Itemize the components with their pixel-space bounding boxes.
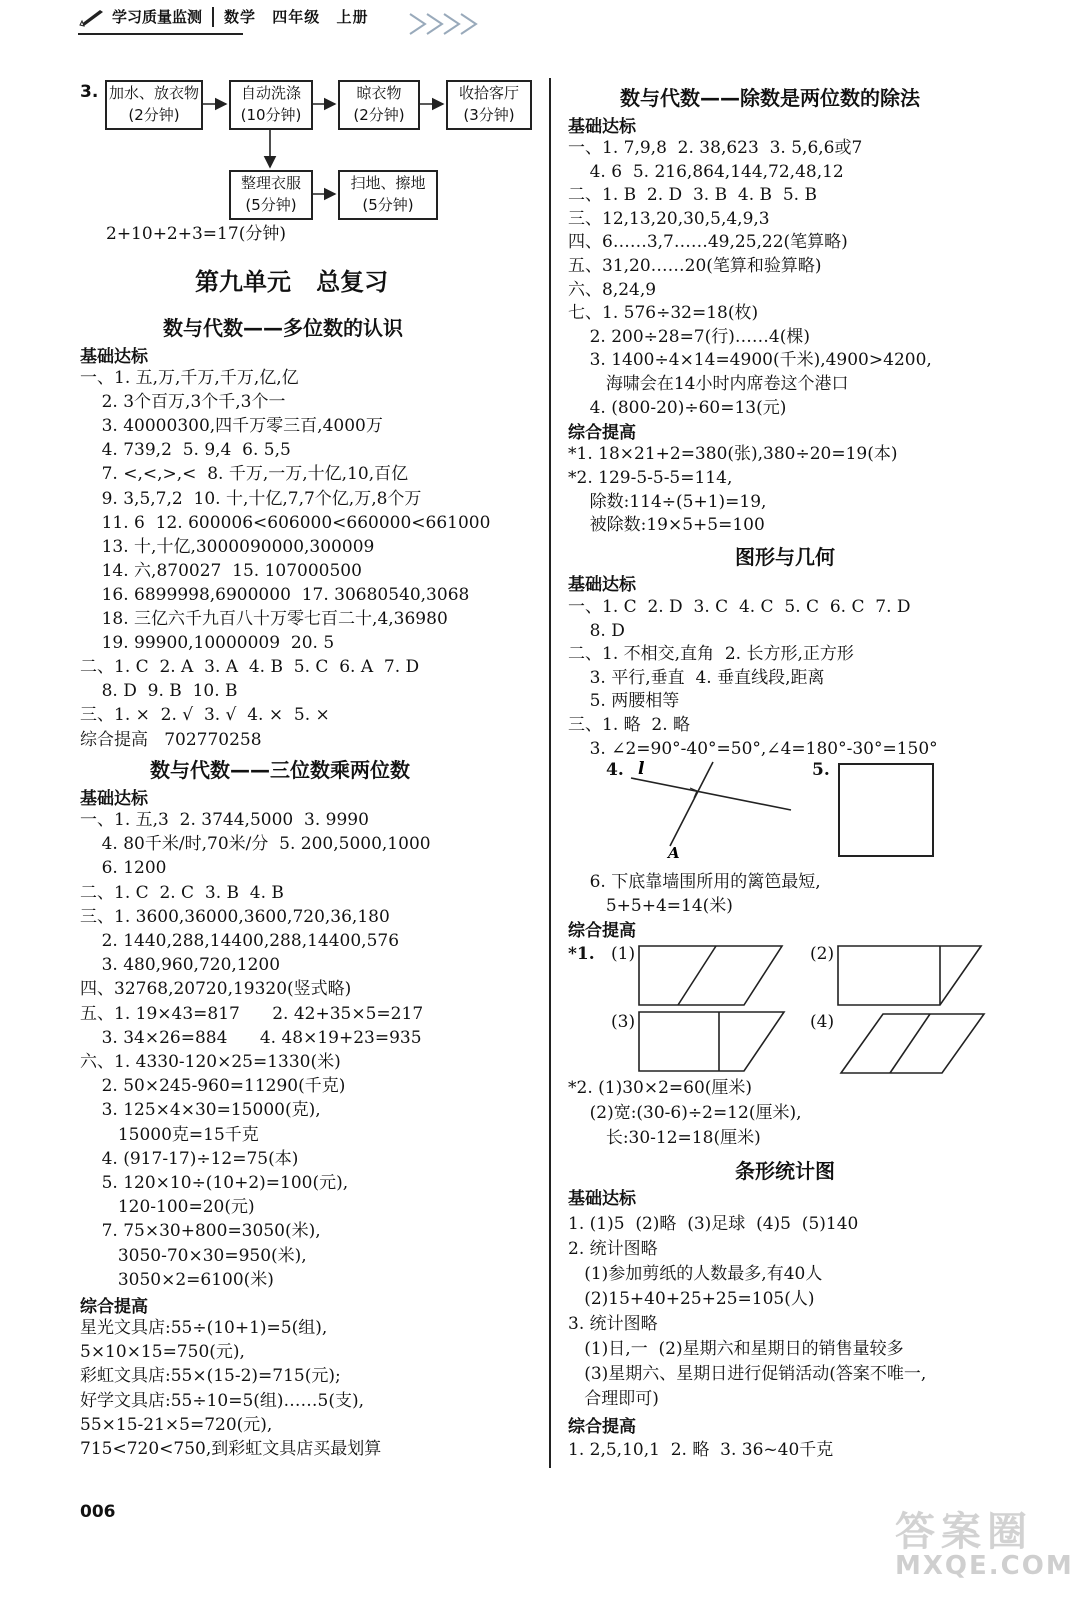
section-title-bar-chart: 条形统计图 [735, 1159, 835, 1183]
flow-box-4-label: 收拾客厅 [458, 84, 519, 102]
answer-line: 3. 125×4×30=15000(克), [80, 1100, 321, 1121]
answer-line: 4. (917-17)÷12=75(本) [80, 1148, 299, 1169]
answer-line: 五、1. 19×43=817 2. 42+35×5=217 [80, 1003, 424, 1024]
answer-line: *2. 129-5-5-5=114, [568, 467, 733, 488]
answer-line: (3)星期六、星期日进行促销活动(答案不唯一, [568, 1364, 927, 1384]
answer-line: 合理即可) [568, 1389, 659, 1409]
section-title-multiplication: 数与代数——三位数乘两位数 [150, 758, 410, 782]
split-figure-4 [838, 1012, 988, 1076]
answer-line: 七、1. 576÷32=18(枚) [568, 303, 759, 324]
answer-line: 4. 6 5. 216,864,144,72,48,12 [568, 161, 844, 182]
advanced-label-4: 综合提高 [568, 921, 636, 941]
answer-line: 5. 120×10÷(10+2)=100(元), [80, 1173, 349, 1193]
answer-line: 2. 1440,288,14400,288,14400,576 [80, 931, 400, 951]
q4-number: 4. [606, 760, 624, 780]
answer-line: 13. 十,十亿,3000090000,300009 [80, 536, 375, 557]
answer-line: (1)参加剪纸的人数最多,有40人 [568, 1264, 823, 1284]
answer-line: 8. D 9. B 10. B [80, 681, 238, 702]
advanced-label-3: 综合提高 [568, 423, 636, 443]
brand-title: 学习质量监测 [112, 8, 203, 26]
unit-title: 第九单元 总复习 [195, 268, 389, 296]
answer-line: 9. 3,5,7,2 10. 十,十亿,7,7个亿,万,8个万 [80, 488, 422, 509]
answer-line: 8. D [568, 620, 625, 641]
answer-line: 一、1. C 2. D 3. C 4. C 5. C 6. C 7. D [568, 597, 911, 617]
answer-line: 6. 下底靠墙围所用的篱笆最短, [568, 872, 821, 892]
answer-line: 4. 80千米/时,70米/分 5. 200,5000,1000 [80, 834, 431, 855]
flow-equation: 2+10+2+3=17(分钟) [106, 224, 286, 244]
split-figure-3 [636, 1010, 788, 1074]
answer-line: 120-100=20(元) [80, 1197, 255, 1218]
flow-box-5-label: 整理衣服 [240, 174, 301, 192]
answer-line: 星光文具店:55÷(10+1)=5(组), [80, 1318, 328, 1338]
answer-line: 二、1. C 2. A 3. A 4. B 5. C 6. A 7. D [80, 657, 420, 678]
answer-line: 3. 1400÷4×14=4900(千米),4900>4200, [568, 350, 932, 371]
answer-line: 3050-70×30=950(米), [80, 1245, 307, 1266]
basic-label-4: 基础达标 [568, 575, 636, 595]
answer-line: 2. 统计图略 [568, 1239, 658, 1259]
answer-line: 四、32768,20720,19320(竖式略) [80, 979, 352, 1000]
split-figure-2 [836, 944, 986, 1008]
flow-arrows [0, 0, 560, 240]
section-title-geometry: 图形与几何 [735, 545, 835, 569]
answer-line: (2)15+40+25+25=105(人) [568, 1289, 815, 1309]
perpendicular-figure [628, 756, 803, 866]
answer-line: 5. 两腰相等 [568, 691, 680, 712]
answer-line: 715<720<750,到彩虹文具店买最划算 [80, 1439, 382, 1459]
flow-box-4-time: (3分钟) [463, 106, 515, 124]
flow-box-6-label: 扫地、擦地 [350, 174, 426, 192]
q5-number: 5. [812, 760, 830, 780]
answer-line: 三、1. × 2. √ 3. √ 4. × 5. × [80, 705, 330, 726]
point-a-label: A [668, 844, 680, 862]
column-divider [549, 78, 551, 1468]
flow-box-3-time: (2分钟) [353, 106, 405, 124]
flow-box-3-label: 晾衣物 [356, 84, 402, 102]
answer-line: 长:30-12=18(厘米) [568, 1128, 761, 1148]
basic-label-3: 基础达标 [568, 117, 636, 137]
flow-number: 3. [80, 82, 99, 102]
fig-label-4: (4) [810, 1012, 835, 1032]
answer-line: 二、1. B 2. D 3. B 4. B 5. B [568, 185, 817, 206]
answer-line: 3050×2=6100(米) [80, 1269, 274, 1290]
watermark-url: MXQE.COM [895, 1551, 1074, 1581]
answer-line: (1)日,一 (2)星期六和星期日的销售量较多 [568, 1339, 904, 1359]
answer-line: 6. 1200 [80, 858, 167, 879]
answer-line: 海啸会在14小时内席卷这个港口 [568, 374, 849, 394]
square-figure [838, 763, 934, 857]
watermark-text: 答案圈 [895, 1509, 1033, 1555]
answer-line: 除数:114÷(5+1)=19, [568, 491, 767, 512]
section-title-multidigit: 数与代数——多位数的认识 [163, 316, 403, 340]
answer-line: 7. 75×30+800=3050(米), [80, 1221, 321, 1242]
subject-line: 数学 四年级 上册 [224, 8, 369, 26]
answer-line: *2. (1)30×2=60(厘米) [568, 1078, 753, 1098]
flow-box-2-time: (10分钟) [240, 106, 302, 124]
flow-box-6-time: (5分钟) [362, 196, 414, 214]
flow-box-1-label: 加水、放衣物 [108, 84, 199, 102]
page-number: 006 [80, 1502, 116, 1522]
answer-line: 3. 34×26=884 4. 48×19+23=935 [80, 1027, 422, 1048]
perpendicular-line [670, 762, 713, 846]
basic-label-5: 基础达标 [568, 1189, 636, 1209]
basic-label-2: 基础达标 [80, 789, 148, 809]
fig-label-1: (1) [611, 944, 636, 964]
answer-line: 15000克=15千克 [80, 1124, 259, 1145]
answer-line: 一、1. 五,3 2. 3744,5000 3. 9990 [80, 810, 369, 830]
answer-line: 4. (800-20)÷60=13(元) [568, 397, 787, 418]
fig-label-3: (3) [611, 1012, 636, 1032]
answer-line: 1. 2,5,10,1 2. 略 3. 36~40千克 [568, 1440, 834, 1460]
answer-line: 三、1. 3600,36000,3600,720,36,180 [80, 906, 390, 927]
answer-line: 六、1. 4330-120×25=1330(米) [80, 1052, 341, 1072]
answer-line: 11. 6 12. 600006<606000<660000<661000 [80, 512, 491, 533]
split-figure-1 [636, 944, 786, 1008]
answer-line: 5+5+4=14(米) [568, 895, 733, 916]
answer-line: 一、1. 7,9,8 2. 38,623 3. 5,6,6或7 [568, 138, 863, 158]
section-title-division: 数与代数——除数是两位数的除法 [620, 86, 920, 110]
answer-line: 综合提高 702770258 [80, 729, 262, 750]
answer-line: 3. ∠2=90°-40°=50°,∠4=180°-30°=150° [568, 738, 938, 759]
answer-line: 2. 50×245-960=11290(千克) [80, 1076, 346, 1097]
adv-q1-number: *1. [568, 944, 595, 964]
answer-line: 5×10×15=750(元), [80, 1342, 245, 1363]
fig-label-2: (2) [810, 944, 835, 964]
answer-line: 被除数:19×5+5=100 [568, 515, 765, 536]
answer-line: 五、31,20……20(笔算和验算略) [568, 256, 822, 276]
answer-line: 六、8,24,9 [568, 279, 657, 300]
answer-line: (2)宽:(30-6)÷2=12(厘米), [568, 1103, 802, 1123]
answer-line: 三、1. 略 2. 略 [568, 715, 691, 735]
answer-line: 4. 739,2 5. 9,4 6. 5,5 [80, 440, 291, 461]
basic-label-1: 基础达标 [80, 347, 148, 367]
answer-line: 彩虹文具店:55×(15-2)=715(元); [80, 1366, 341, 1387]
answer-line: 好学文具店:55÷10=5(组)……5(支), [80, 1390, 365, 1411]
answer-line: 3. 统计图略 [568, 1314, 658, 1334]
flow-box-1-time: (2分钟) [128, 106, 180, 124]
answer-line: 二、1. 不相交,直角 2. 长方形,正方形 [568, 644, 854, 665]
answer-line: 2. 3个百万,3个千,3个一 [80, 392, 286, 413]
answer-line: 3. 480,960,720,1200 [80, 955, 281, 976]
answer-line: 19. 99900,10000009 20. 5 [80, 633, 335, 654]
answer-line: 四、6……3,7……49,25,22(笔算略) [568, 232, 848, 253]
advanced-label-2: 综合提高 [80, 1297, 148, 1317]
flow-box-2-label: 自动洗涤 [240, 84, 301, 102]
answer-line: 55×15-21×5=720(元), [80, 1414, 273, 1435]
line-l-label: l [638, 759, 645, 779]
answer-line: 3. 平行,垂直 4. 垂直线段,距离 [568, 667, 825, 688]
answer-line: 三、12,13,20,30,5,4,9,3 [568, 208, 770, 229]
line-l [631, 778, 791, 810]
watermark [895, 1500, 1074, 1581]
answer-line: *1. 18×21+2=380(张),380÷20=19(本) [568, 444, 898, 464]
answer-line: 18. 三亿六千九百八十万零七百二十,4,36980 [80, 609, 448, 629]
flow-box-5-time: (5分钟) [245, 196, 297, 214]
answer-line: 二、1. C 2. C 3. B 4. B [80, 882, 284, 903]
answer-line: 16. 6899998,6900000 17. 30680540,3068 [80, 584, 470, 605]
answer-line: 一、1. 五,万,千万,千万,亿,亿 [80, 368, 299, 388]
advanced-label-5: 综合提高 [568, 1417, 636, 1437]
answer-line: 7. <,<,>,< 8. 千万,一万,十亿,10,百亿 [80, 464, 409, 485]
answer-line: 3. 40000300,四千万零三百,4000万 [80, 416, 383, 437]
answer-line: 14. 六,870027 15. 107000500 [80, 560, 362, 581]
answer-line: 2. 200÷28=7(行)……4(棵) [568, 326, 810, 347]
answer-line: 1. (1)5 (2)略 (3)足球 (4)5 (5)140 [568, 1214, 859, 1234]
